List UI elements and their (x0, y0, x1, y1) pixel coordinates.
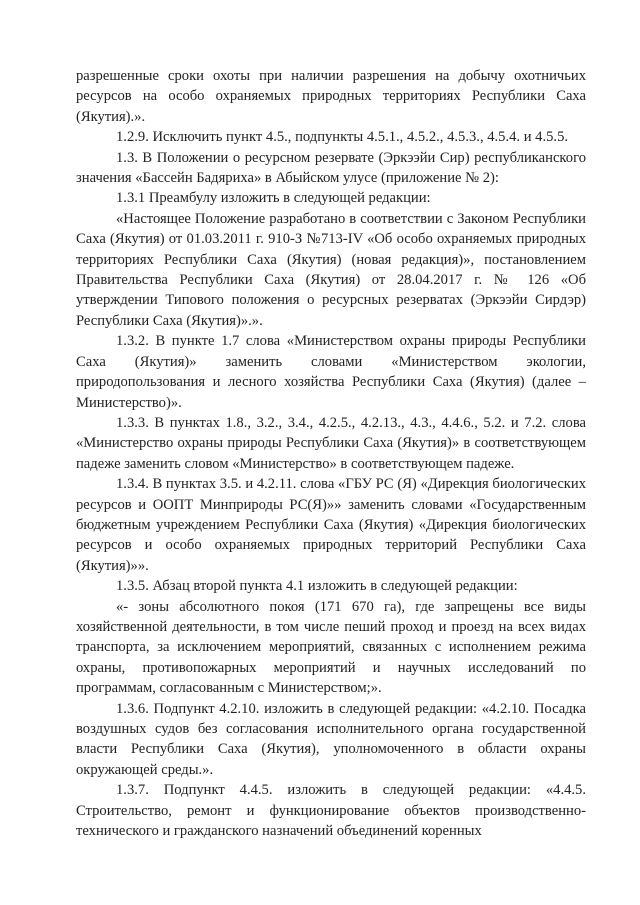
paragraph-12: 1.3.7. Подпункт 4.4.5. изложить в следующей редакции: «4.4.5. Строительство, ремонт и функционирование объектов производственно-технического и гражданского назначений объединений коренных (76, 782, 586, 840)
paragraph-4: 1.3.1 Преамбулу изложить в следующей редакции: (116, 190, 431, 207)
document-body (76, 66, 586, 841)
paragraph-11: 1.3.6. Подпункт 4.2.10. изложить в следующей редакции: «4.2.10. Посадка воздушных судов без согласования исполнительного органа государственной власти Республики Саха (Якутия), уполномоченного в области охраны окружающей среды.». (76, 700, 586, 778)
paragraph-8: 1.3.4. В пунктах 3.5. и 4.2.11. слова «ГБУ РС (Я) «Дирекция биологических ресурсов и ООПТ Минприроды РС(Я)»» заменить словами «Государственным бюджетным учреждением Республики Саха (Якутия) «Дирекция биологических ресурсов и особо охраняемых природных территорий Республики Саха (Якутия)»». (76, 476, 586, 574)
paragraph-6: 1.3.2. В пункте 1.7 слова «Министерством охраны природы Республики Саха (Якутия)» заменить словами «Министерством экологии, природопользования и лесного хозяйства Республики Саха (Якутия) (далее – Министерство)». (76, 333, 586, 411)
paragraph-1: разрешенные сроки охоты при наличии разрешения на добычу охотничьих ресурсов на особо охраняемых природных территориях Республики Саха (Якутия).». (76, 68, 586, 125)
paragraph-3: 1.3. В Положении о ресурсном резервате (Эркээйи Сир) республиканского значения «Бассейн Бадяриха» в Абыйском улусе (приложение № 2): (76, 149, 586, 187)
paragraph-9: 1.3.5. Абзац второй пункта 4.1 изложить в следующей редакции: (116, 578, 518, 595)
paragraph-5: «Настоящее Положение разработано в соответствии с Законом Республики Саха (Якутия) от 01.03.2011 г. 910-З №713-IV «Об особо охраняемых природных территориях Республики Саха (Якутия) (новая редакция)», постановлением Правительства Республики Саха (Якутия) от 28.04.2017 г. № 126 «Об утверждении Типового положения о ресурсных резерватах (Эркээйи Сирдэр) Республики Саха (Якутия)».». (76, 210, 586, 329)
paragraph-10: «- зоны абсолютного покоя (171 670 га), где запрещены все виды хозяйственной деятельности, в том числе пеший проход и проезд на всех видах транспорта, за исключением мероприятий, связанных с исполнением режима охраны, противопожарных мероприятий и научных исследований по программам, согласованным с Министерством;». (76, 598, 586, 697)
paragraph-7: 1.3.3. В пунктах 1.8., 3.2., 3.4., 4.2.5., 4.2.13., 4.3., 4.4.6., 5.2. и 7.2. слова «Министерство охраны природы Республики Саха (Якутия)» в соответствующем падеже заменить словом «Министерство» в соответствующем падеже. (76, 414, 586, 472)
paragraph-2: 1.2.9. Исключить пункт 4.5., подпункты 4.5.1., 4.5.2., 4.5.3., 4.5.4. и 4.5.5. (116, 129, 569, 146)
